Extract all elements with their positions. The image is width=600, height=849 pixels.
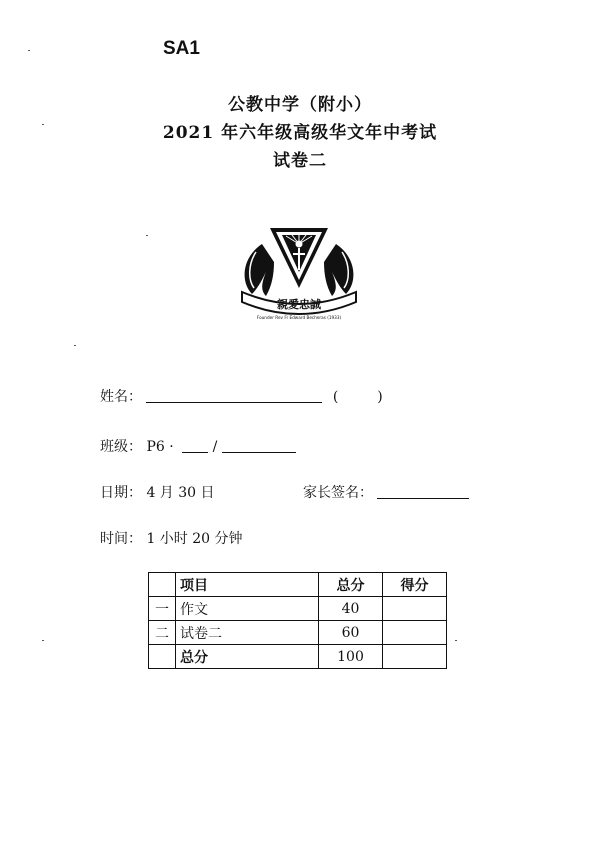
register-number-line[interactable]	[222, 438, 296, 453]
table-cell: 40	[319, 597, 383, 621]
time-field	[100, 528, 243, 548]
table-header	[149, 573, 176, 597]
table-header-row	[149, 573, 447, 597]
date-label: 日期：	[100, 485, 142, 501]
date-value: 4 月 30 日	[146, 485, 215, 501]
class-value: P6 ·	[146, 439, 174, 455]
scan-speck	[28, 50, 30, 51]
class-slash: /	[212, 439, 218, 455]
score-input-cell[interactable]	[383, 621, 447, 645]
score-table	[148, 572, 447, 669]
table-header: 总分	[319, 573, 383, 597]
class-number-line[interactable]	[182, 438, 208, 453]
crest-founder: Founder Rev Fr Edward Becheras (1933)	[256, 315, 342, 320]
name-label: 姓名：	[100, 389, 142, 405]
name-paren-close: )	[377, 389, 383, 405]
table-row	[149, 621, 447, 645]
scan-speck	[146, 235, 148, 236]
paper-title: 试卷二	[273, 151, 327, 171]
table-cell	[149, 645, 176, 669]
table-row	[149, 645, 447, 669]
table-row	[149, 597, 447, 621]
crest-motto: 親愛忠誠	[277, 298, 321, 311]
date-field	[100, 482, 215, 502]
exam-title: 2021 年六年级高级华文年中考试	[162, 123, 438, 143]
signature-line[interactable]	[377, 484, 469, 499]
table-cell: 60	[319, 621, 383, 645]
signature-label: 家长签名：	[303, 485, 373, 501]
name-field	[100, 386, 383, 406]
class-label: 班级：	[100, 439, 142, 455]
table-cell: 总分	[176, 645, 319, 669]
table-cell: 100	[319, 645, 383, 669]
paper-tag: SA1	[163, 38, 200, 59]
score-input-cell[interactable]	[383, 645, 447, 669]
table-cell: 二	[149, 621, 176, 645]
name-input-line[interactable]	[146, 388, 322, 403]
table-cell: 试卷二	[176, 621, 319, 645]
table-cell: 一	[149, 597, 176, 621]
time-value: 1 小时 20 分钟	[146, 531, 243, 547]
name-paren-open: (	[332, 389, 339, 405]
scan-speck	[42, 640, 44, 641]
school-crest-logo	[232, 222, 366, 322]
table-cell: 作文	[176, 597, 319, 621]
scan-speck	[455, 640, 457, 641]
score-input-cell[interactable]	[383, 597, 447, 621]
parent-signature-field	[303, 482, 469, 502]
table-header: 得分	[383, 573, 447, 597]
class-field	[100, 436, 296, 456]
scan-speck	[42, 124, 44, 125]
scan-speck	[74, 345, 76, 346]
time-label: 时间：	[100, 531, 142, 547]
school-name: 公教中学（附小）	[228, 95, 372, 115]
table-header: 项目	[176, 573, 319, 597]
